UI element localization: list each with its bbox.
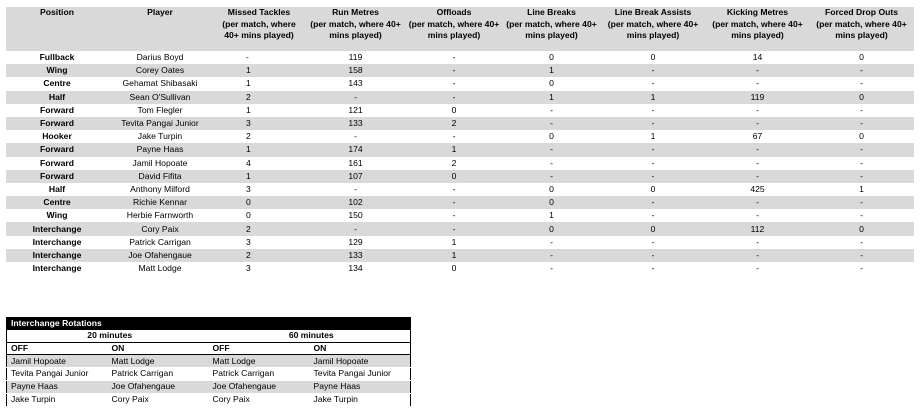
- kicking-metres-cell: -: [756, 263, 759, 274]
- player-on-cell: Tevita Pangai Junior: [310, 368, 411, 381]
- player-off-cell: Patrick Carrigan: [209, 368, 310, 381]
- player-cell: Sean O'Sullivan: [108, 91, 212, 104]
- forced-drop-outs-cell: 0: [809, 222, 914, 235]
- table-row: [6, 222, 914, 235]
- table-row: [6, 143, 914, 156]
- line-breaks-cell: 0: [549, 52, 554, 63]
- kicking-metres-cell: -: [756, 78, 759, 89]
- column-header-subtitle: (per match, where 40+ mins played): [222, 18, 296, 40]
- rotation-row: [7, 380, 411, 393]
- player-cell: Anthony Milford: [130, 183, 190, 194]
- line-breaks-cell: -: [503, 249, 600, 262]
- missed-tackles-cell: 2: [212, 91, 306, 104]
- line-break-assists-cell: -: [600, 249, 706, 262]
- line-break-assists-cell: -: [651, 104, 655, 115]
- rotation-row: [7, 393, 411, 406]
- player-cell: Tevita Pangai Junior: [108, 117, 212, 130]
- player-on-cell: Patrick Carrigan: [108, 368, 209, 381]
- missed-tackles-cell: -: [246, 52, 249, 63]
- line-breaks-cell: 0: [549, 78, 554, 89]
- forced-drop-outs-cell: -: [809, 249, 914, 262]
- table-row: [6, 51, 914, 64]
- kicking-metres-cell: 14: [752, 52, 763, 63]
- column-header-on: ON: [310, 342, 411, 355]
- column-header-title: Player: [147, 7, 173, 17]
- offloads-cell: -: [452, 52, 456, 63]
- run-metres-cell: 134: [348, 263, 363, 274]
- player-cell: Gehamat Shibasaki: [122, 78, 198, 89]
- table-row: [6, 130, 914, 143]
- line-breaks-cell: 0: [549, 131, 554, 142]
- missed-tackles-cell: 3: [246, 236, 251, 247]
- line-breaks-cell: -: [503, 117, 600, 130]
- player-on-cell: Matt Lodge: [108, 355, 209, 368]
- column-header-subtitle: (per match, where 40+ mins played): [607, 18, 699, 40]
- table-row: [6, 117, 914, 130]
- offloads-cell: -: [405, 196, 503, 209]
- column-header-title: Run Metres: [332, 7, 379, 17]
- player-cell: Jamil Hopoate: [132, 157, 188, 168]
- forced-drop-outs-cell: -: [860, 157, 863, 168]
- line-breaks-cell: 1: [503, 91, 600, 104]
- run-metres-cell: 158: [306, 64, 405, 77]
- table-row: [6, 196, 914, 209]
- player-cell: Joe Ofahengaue: [108, 249, 212, 262]
- position-cell: Centre: [43, 78, 71, 89]
- table-row: [6, 157, 914, 170]
- run-metres-cell: 150: [348, 210, 363, 221]
- line-break-assists-cell: 0: [650, 183, 656, 194]
- offloads-cell: 1: [405, 249, 503, 262]
- missed-tackles-cell: 1: [212, 143, 306, 156]
- position-cell: Forward: [6, 117, 108, 130]
- rotation-row: [7, 368, 411, 381]
- player-on-cell: Jake Turpin: [310, 393, 411, 406]
- missed-tackles-cell: 1: [212, 64, 306, 77]
- column-header: [809, 7, 914, 51]
- offloads-cell: -: [452, 131, 456, 142]
- column-header-title: Missed Tackles: [227, 7, 291, 17]
- offloads-cell: 1: [405, 143, 503, 156]
- line-break-assists-cell: 0: [600, 222, 706, 235]
- missed-tackles-cell: 0: [212, 196, 306, 209]
- line-breaks-cell: 0: [503, 222, 600, 235]
- player-on-cell: Payne Haas: [310, 380, 411, 393]
- rotations-title-row: [7, 318, 411, 330]
- rotations-period-row: [7, 330, 411, 342]
- column-header: [212, 7, 306, 51]
- run-metres-cell: 133: [306, 249, 405, 262]
- line-break-assists-cell: -: [651, 157, 655, 168]
- forced-drop-outs-cell: 1: [859, 183, 864, 194]
- rotations-body: [7, 355, 411, 406]
- table-row: [6, 262, 914, 275]
- position-cell: Fullback: [39, 52, 75, 63]
- position-cell: Half: [6, 91, 108, 104]
- missed-tackles-cell: 0: [246, 210, 251, 221]
- period-60-minutes: 60 minutes: [209, 330, 411, 342]
- column-header-title: Line Breaks: [527, 7, 576, 17]
- forced-drop-outs-cell: -: [809, 117, 914, 130]
- column-header-subtitle: (per match, where 40+ mins played): [310, 18, 401, 40]
- column-header-on: ON: [108, 342, 209, 355]
- position-cell: Wing: [6, 64, 108, 77]
- missed-tackles-cell: 4: [246, 157, 251, 168]
- forced-drop-outs-cell: -: [809, 170, 914, 183]
- rotations-column-header-row: [7, 342, 411, 355]
- missed-tackles-cell: 2: [212, 222, 306, 235]
- player-cell: David Fifita: [108, 170, 212, 183]
- player-on-cell: Joe Ofahengaue: [108, 380, 209, 393]
- rotations-title: Interchange Rotations: [7, 318, 411, 330]
- line-breaks-cell: -: [550, 263, 553, 274]
- kicking-metres-cell: -: [706, 249, 809, 262]
- offloads-cell: -: [405, 91, 503, 104]
- position-cell: Forward: [6, 170, 108, 183]
- line-breaks-cell: 0: [503, 196, 600, 209]
- column-header-off: OFF: [7, 342, 108, 355]
- line-break-assists-cell: -: [600, 143, 706, 156]
- forced-drop-outs-cell: -: [860, 210, 863, 221]
- line-breaks-cell: -: [550, 157, 553, 168]
- forced-drop-outs-cell: -: [860, 78, 863, 89]
- run-metres-cell: 174: [306, 143, 405, 156]
- missed-tackles-cell: 1: [212, 170, 306, 183]
- forced-drop-outs-cell: 0: [809, 91, 914, 104]
- kicking-metres-cell: -: [706, 196, 809, 209]
- run-metres-cell: -: [354, 131, 357, 142]
- missed-tackles-cell: 2: [212, 249, 306, 262]
- forced-drop-outs-cell: -: [809, 143, 914, 156]
- offloads-cell: 0: [451, 263, 457, 274]
- kicking-metres-cell: -: [756, 104, 759, 115]
- line-break-assists-cell: -: [600, 64, 706, 77]
- forced-drop-outs-cell: -: [809, 196, 914, 209]
- column-header-title: Kicking Metres: [726, 7, 789, 17]
- forced-drop-outs-cell: -: [860, 236, 863, 247]
- player-on-cell: Jamil Hopoate: [310, 355, 411, 368]
- missed-tackles-cell: 3: [246, 183, 251, 194]
- table-row: [6, 170, 914, 183]
- line-break-assists-cell: 1: [650, 131, 656, 142]
- column-header-subtitle: (per match, where 40+ mins played): [506, 18, 597, 40]
- position-cell: Forward: [40, 104, 74, 115]
- offloads-cell: -: [452, 183, 456, 194]
- column-header-off: OFF: [209, 342, 310, 355]
- stats-body: [6, 51, 914, 275]
- offloads-cell: 2: [405, 117, 503, 130]
- run-metres-cell: -: [306, 222, 405, 235]
- kicking-metres-cell: 425: [750, 183, 765, 194]
- position-cell: Half: [48, 183, 66, 194]
- player-cell: Patrick Carrigan: [129, 236, 191, 247]
- missed-tackles-cell: 1: [246, 78, 251, 89]
- position-cell: Forward: [6, 143, 108, 156]
- interchange-rotations-table: [6, 317, 411, 407]
- stats-header: [6, 7, 914, 51]
- run-metres-cell: 119: [348, 52, 363, 63]
- missed-tackles-cell: 2: [246, 131, 251, 142]
- kicking-metres-cell: -: [756, 157, 759, 168]
- column-header: [706, 7, 809, 51]
- line-breaks-cell: 1: [549, 210, 554, 221]
- player-stats-table: [6, 7, 914, 275]
- line-break-assists-cell: -: [600, 170, 706, 183]
- kicking-metres-cell: -: [756, 236, 759, 247]
- player-cell: Payne Haas: [108, 143, 212, 156]
- column-header-subtitle: (per match, where 40+ mins played): [712, 18, 803, 40]
- column-header-title: Line Break Assists: [614, 7, 692, 17]
- column-header: [108, 7, 212, 51]
- run-metres-cell: 133: [306, 117, 405, 130]
- position-cell: Wing: [46, 210, 68, 221]
- kicking-metres-cell: -: [706, 143, 809, 156]
- offloads-cell: -: [405, 222, 503, 235]
- player-cell: Herbie Farnworth: [126, 210, 194, 221]
- column-header-subtitle: (per match, where 40+ mins played): [816, 18, 907, 40]
- line-break-assists-cell: -: [651, 236, 655, 247]
- line-break-assists-cell: -: [651, 78, 655, 89]
- player-off-cell: Tevita Pangai Junior: [7, 368, 108, 381]
- forced-drop-outs-cell: 0: [859, 131, 864, 142]
- player-cell: Tom Flegler: [137, 104, 183, 115]
- column-header: [6, 7, 108, 51]
- kicking-metres-cell: -: [706, 64, 809, 77]
- column-header-title: Position: [40, 7, 74, 17]
- player-off-cell: Joe Ofahengaue: [209, 380, 310, 393]
- run-metres-cell: 143: [348, 78, 363, 89]
- table-row: [6, 249, 914, 262]
- kicking-metres-cell: -: [756, 210, 759, 221]
- table-row: [6, 183, 914, 196]
- table-row: [6, 209, 914, 222]
- run-metres-cell: 121: [348, 104, 363, 115]
- table-row: [6, 91, 914, 104]
- player-off-cell: Cory Paix: [209, 393, 310, 406]
- kicking-metres-cell: 67: [752, 131, 763, 142]
- forced-drop-outs-cell: -: [860, 263, 863, 274]
- missed-tackles-cell: 3: [246, 263, 251, 274]
- line-break-assists-cell: 1: [600, 91, 706, 104]
- period-20-minutes: 20 minutes: [7, 330, 209, 342]
- column-header-title: Forced Drop Outs: [824, 7, 899, 17]
- column-header-subtitle: (per match, where 40+ mins played): [408, 18, 500, 40]
- line-break-assists-cell: -: [651, 263, 655, 274]
- position-cell: Interchange: [6, 249, 108, 262]
- line-breaks-cell: 0: [549, 183, 554, 194]
- offloads-cell: 0: [405, 170, 503, 183]
- table-row: [6, 77, 914, 90]
- position-cell: Hooker: [42, 131, 72, 142]
- run-metres-cell: 161: [348, 157, 363, 168]
- offloads-cell: -: [452, 78, 456, 89]
- offloads-cell: 1: [451, 236, 457, 247]
- run-metres-cell: -: [354, 183, 357, 194]
- line-breaks-cell: -: [550, 236, 553, 247]
- line-break-assists-cell: -: [600, 196, 706, 209]
- column-header-title: Offloads: [436, 7, 472, 17]
- offloads-cell: -: [405, 64, 503, 77]
- forced-drop-outs-cell: -: [860, 104, 863, 115]
- column-header: [306, 7, 405, 51]
- column-header: [405, 7, 503, 51]
- table-row: [6, 64, 914, 77]
- player-off-cell: Jamil Hopoate: [7, 355, 108, 368]
- kicking-metres-cell: 119: [706, 91, 809, 104]
- line-break-assists-cell: -: [651, 210, 655, 221]
- player-cell: Corey Oates: [108, 64, 212, 77]
- player-off-cell: Jake Turpin: [7, 393, 108, 406]
- table-row: [6, 236, 914, 249]
- line-breaks-cell: 1: [503, 64, 600, 77]
- position-cell: Interchange: [32, 263, 82, 274]
- line-break-assists-cell: 0: [650, 52, 656, 63]
- offloads-cell: 2: [451, 157, 457, 168]
- position-cell: Interchange: [32, 236, 82, 247]
- run-metres-cell: 102: [306, 196, 405, 209]
- position-cell: Forward: [40, 157, 74, 168]
- line-breaks-cell: -: [503, 170, 600, 183]
- column-header: [600, 7, 706, 51]
- position-cell: Interchange: [6, 222, 108, 235]
- player-cell: Darius Boyd: [136, 52, 184, 63]
- position-cell: Centre: [6, 196, 108, 209]
- offloads-cell: 0: [451, 104, 457, 115]
- rotation-row: [7, 355, 411, 368]
- offloads-cell: -: [452, 210, 456, 221]
- kicking-metres-cell: 112: [706, 222, 809, 235]
- line-breaks-cell: -: [550, 104, 553, 115]
- player-off-cell: Matt Lodge: [209, 355, 310, 368]
- line-break-assists-cell: -: [600, 117, 706, 130]
- kicking-metres-cell: -: [706, 117, 809, 130]
- player-off-cell: Payne Haas: [7, 380, 108, 393]
- player-cell: Cory Paix: [108, 222, 212, 235]
- run-metres-cell: -: [306, 91, 405, 104]
- run-metres-cell: 107: [306, 170, 405, 183]
- line-breaks-cell: -: [503, 143, 600, 156]
- kicking-metres-cell: -: [706, 170, 809, 183]
- run-metres-cell: 129: [348, 236, 363, 247]
- player-cell: Matt Lodge: [138, 263, 182, 274]
- missed-tackles-cell: 3: [212, 117, 306, 130]
- forced-drop-outs-cell: -: [809, 64, 914, 77]
- player-cell: Richie Kennar: [108, 196, 212, 209]
- player-on-cell: Cory Paix: [108, 393, 209, 406]
- column-header: [503, 7, 600, 51]
- missed-tackles-cell: 1: [246, 104, 251, 115]
- player-cell: Jake Turpin: [137, 131, 183, 142]
- table-row: [6, 104, 914, 117]
- forced-drop-outs-cell: 0: [859, 52, 864, 63]
